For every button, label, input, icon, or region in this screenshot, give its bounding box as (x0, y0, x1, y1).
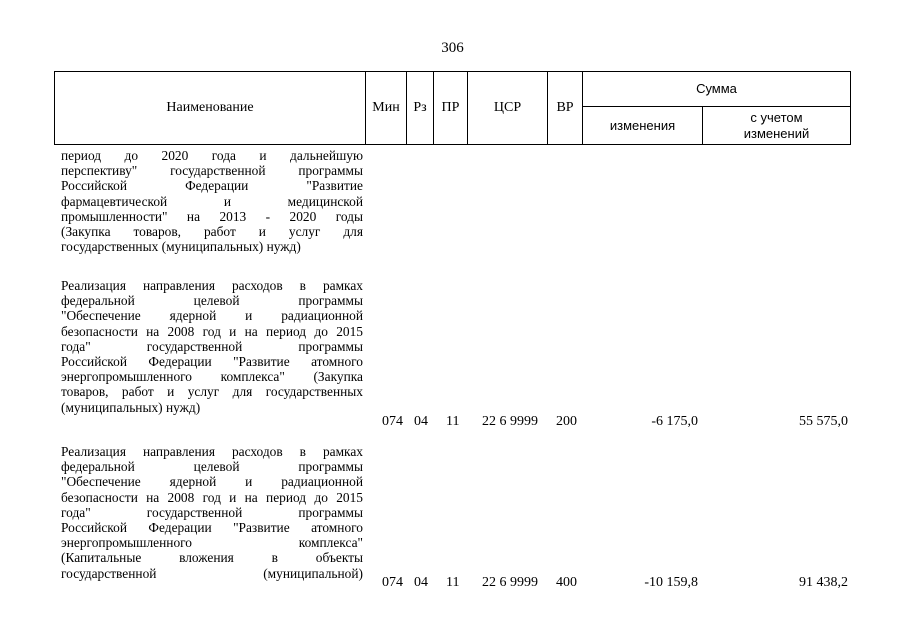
row-0-line: фармацевтической и медицинской (61, 193, 363, 209)
row-0-line: Российской Федерации "Развитие (61, 178, 363, 194)
row-2-vr: 400 (556, 575, 577, 590)
header-summa: Сумма (582, 71, 851, 107)
row-0-line: (Закупка товаров, работ и услуг для (61, 224, 363, 240)
header-pr: ПР (433, 71, 468, 145)
header-rz: Рз (406, 71, 434, 145)
row-1-line: энергопромышленного комплекса" (Закупка (61, 369, 363, 385)
row-2-line: безопасности на 2008 год и на период до 2015 (61, 489, 363, 505)
row-1-line: Реализация направления расходов в рамках (61, 278, 363, 293)
row-2-pr: 11 (446, 575, 460, 590)
row-0-line: период до 2020 года и дальнейшую (61, 148, 363, 163)
row-1-vr: 200 (556, 414, 577, 429)
row-0-line: перспективу" государственной программы (61, 163, 363, 179)
row-1-line: федеральной целевой программы (61, 293, 363, 309)
header-csr: ЦСР (467, 71, 548, 145)
header-with-change-line2: изменений (743, 125, 810, 141)
row-0-line: государственных (муниципальных) нужд) (61, 239, 301, 255)
row-1-line: (муниципальных) нужд) (61, 399, 201, 415)
row-1-line: года" государственной программы (61, 338, 363, 354)
row-2-line: Российской Федерации "Развитие атомного (61, 520, 363, 536)
row-2-line: государственной (муниципальной) (61, 565, 363, 581)
header-name: Наименование (54, 71, 366, 145)
row-2-line: Реализация направления расходов в рамках (61, 444, 363, 459)
row-1-line: безопасности на 2008 год и на период до 2015 (61, 323, 363, 339)
row-1-description (61, 278, 363, 415)
row-2-with-change: 91 438,2 (799, 575, 848, 590)
row-2-csr: 22 6 9999 (482, 575, 538, 590)
header-with-change (702, 106, 851, 145)
row-1-pr: 11 (446, 414, 460, 429)
row-0-description (61, 148, 363, 254)
row-2-rz: 04 (414, 575, 428, 590)
row-2-line: федеральной целевой программы (61, 459, 363, 475)
row-2-min: 074 (382, 575, 403, 590)
header-change: изменения (582, 106, 703, 145)
row-2-line: года" государственной программы (61, 504, 363, 520)
row-1-line: "Обеспечение ядерной и радиационной (61, 308, 363, 324)
row-2-line: "Обеспечение ядерной и радиационной (61, 474, 363, 490)
row-1-change: -6 175,0 (651, 414, 698, 429)
row-2-change: -10 159,8 (644, 575, 698, 590)
row-1-line: Российской Федерации "Развитие атомного (61, 354, 363, 370)
row-2-line: энергопромышленного комплекса" (61, 535, 363, 551)
row-1-with-change: 55 575,0 (799, 414, 848, 429)
row-2-description (61, 444, 363, 581)
row-1-min: 074 (382, 414, 403, 429)
page-number: 306 (441, 40, 464, 56)
row-0-line: промышленности" на 2013 - 2020 годы (61, 208, 363, 224)
row-2-line: (Капитальные вложения в объекты (61, 550, 363, 566)
header-vr: ВР (547, 71, 583, 145)
row-1-line: товаров, работ и услуг для государственных (61, 384, 363, 400)
header-min: Мин (365, 71, 407, 145)
row-1-csr: 22 6 9999 (482, 414, 538, 429)
row-1-rz: 04 (414, 414, 428, 429)
header-with-change-line1: с учетом (750, 109, 803, 125)
